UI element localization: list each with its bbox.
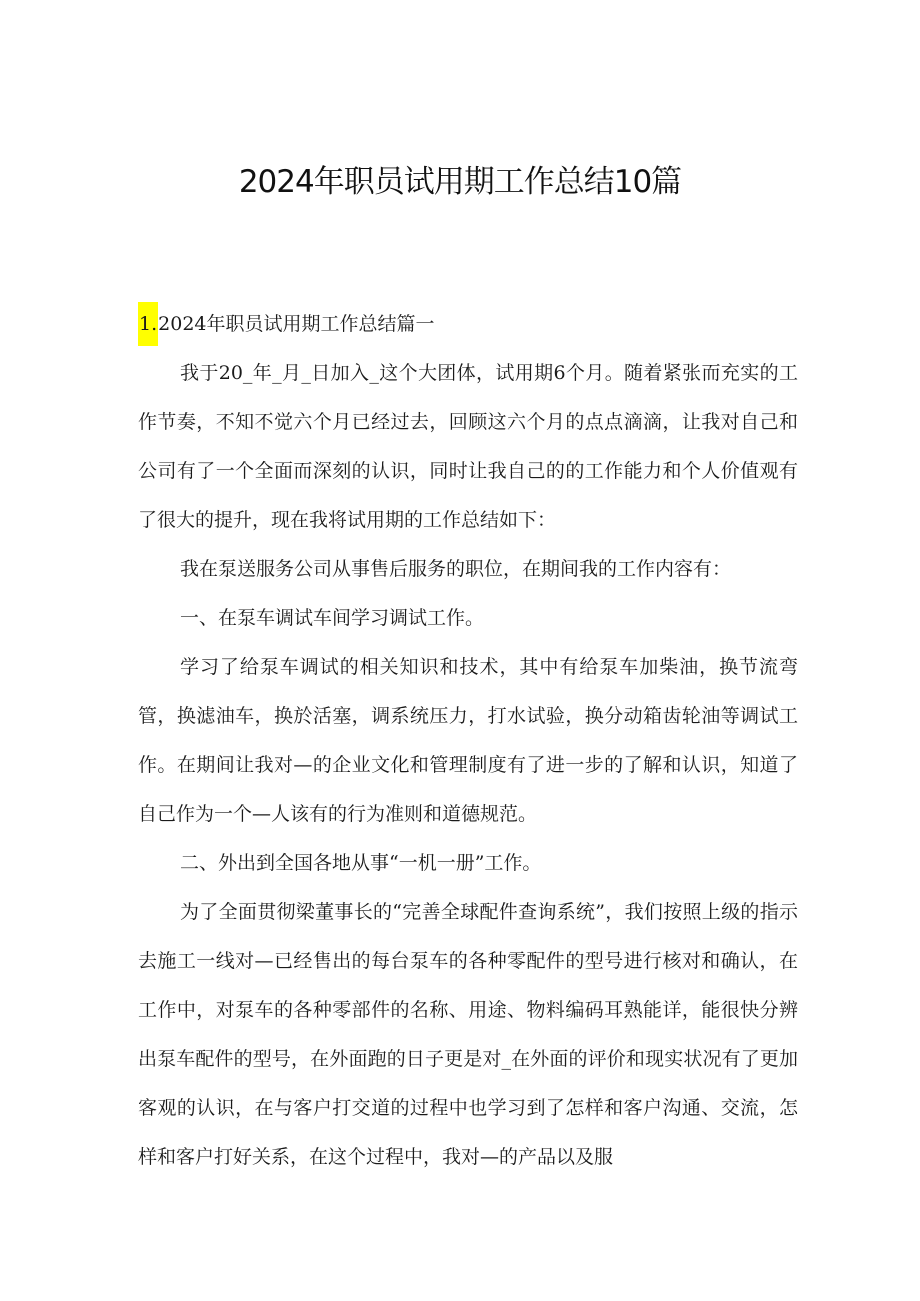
highlighted-section-number: 1.: [138, 302, 158, 346]
section-heading: 2024年职员试用期工作总结篇一: [158, 313, 435, 335]
paragraph-debug-work: 学习了给泵车调试的相关知识和技术，其中有给泵车加柴油，换节流弯管，换滤油车，换於活塞，调系统压力，打水试验，换分动箱齿轮油等调试工作。在期间让我对—的企业文化和管理制度有了进一步的了解和认识，知道了自己作为一个—人该有的行为准则和道德规范。: [138, 656, 798, 825]
section-heading-line: [138, 300, 798, 349]
paragraph-intro: 我于20_年_月_日加入_这个大团体，试用期6个月。随着紧张而充实的工作节奏，不知不觉六个月已经过去，回顾这六个月的点点滴滴，让我对自己和公司有了一个全面而深刻的认识，同时让我自己的的工作能力和个人价值观有了很大的提升，现在我将试用期的工作总结如下：: [138, 362, 798, 531]
paragraph-field-work: 为了全面贯彻梁董事长的“完善全球配件查询系统”，我们按照上级的指示去施工一线对—已经售出的每台泵车的各种零配件的型号进行核对和确认，在工作中，对泵车的各种零部件的名称、用途、物料编码耳熟能详，能很快分辨出泵车配件的型号，在外面跑的日子更是对_在外面的评价和现实状况有了更加客观的认识，在与客户打交道的过程中也学习到了怎样和客户沟通、交流，怎样和客户打好关系，在这个过程中，我对—的产品以及服: [138, 901, 798, 1168]
paragraph-job-description: 我在泵送服务公司从事售后服务的职位，在期间我的工作内容有：: [180, 558, 732, 580]
subheading-debug-workshop: 一、在泵车调试车间学习调试工作。: [180, 607, 485, 629]
subheading-field-work: 二、外出到全国各地从事“一机一册”工作。: [180, 852, 542, 874]
document-title: 2024年职员试用期工作总结10篇: [238, 164, 682, 200]
document-body: [138, 300, 798, 1182]
